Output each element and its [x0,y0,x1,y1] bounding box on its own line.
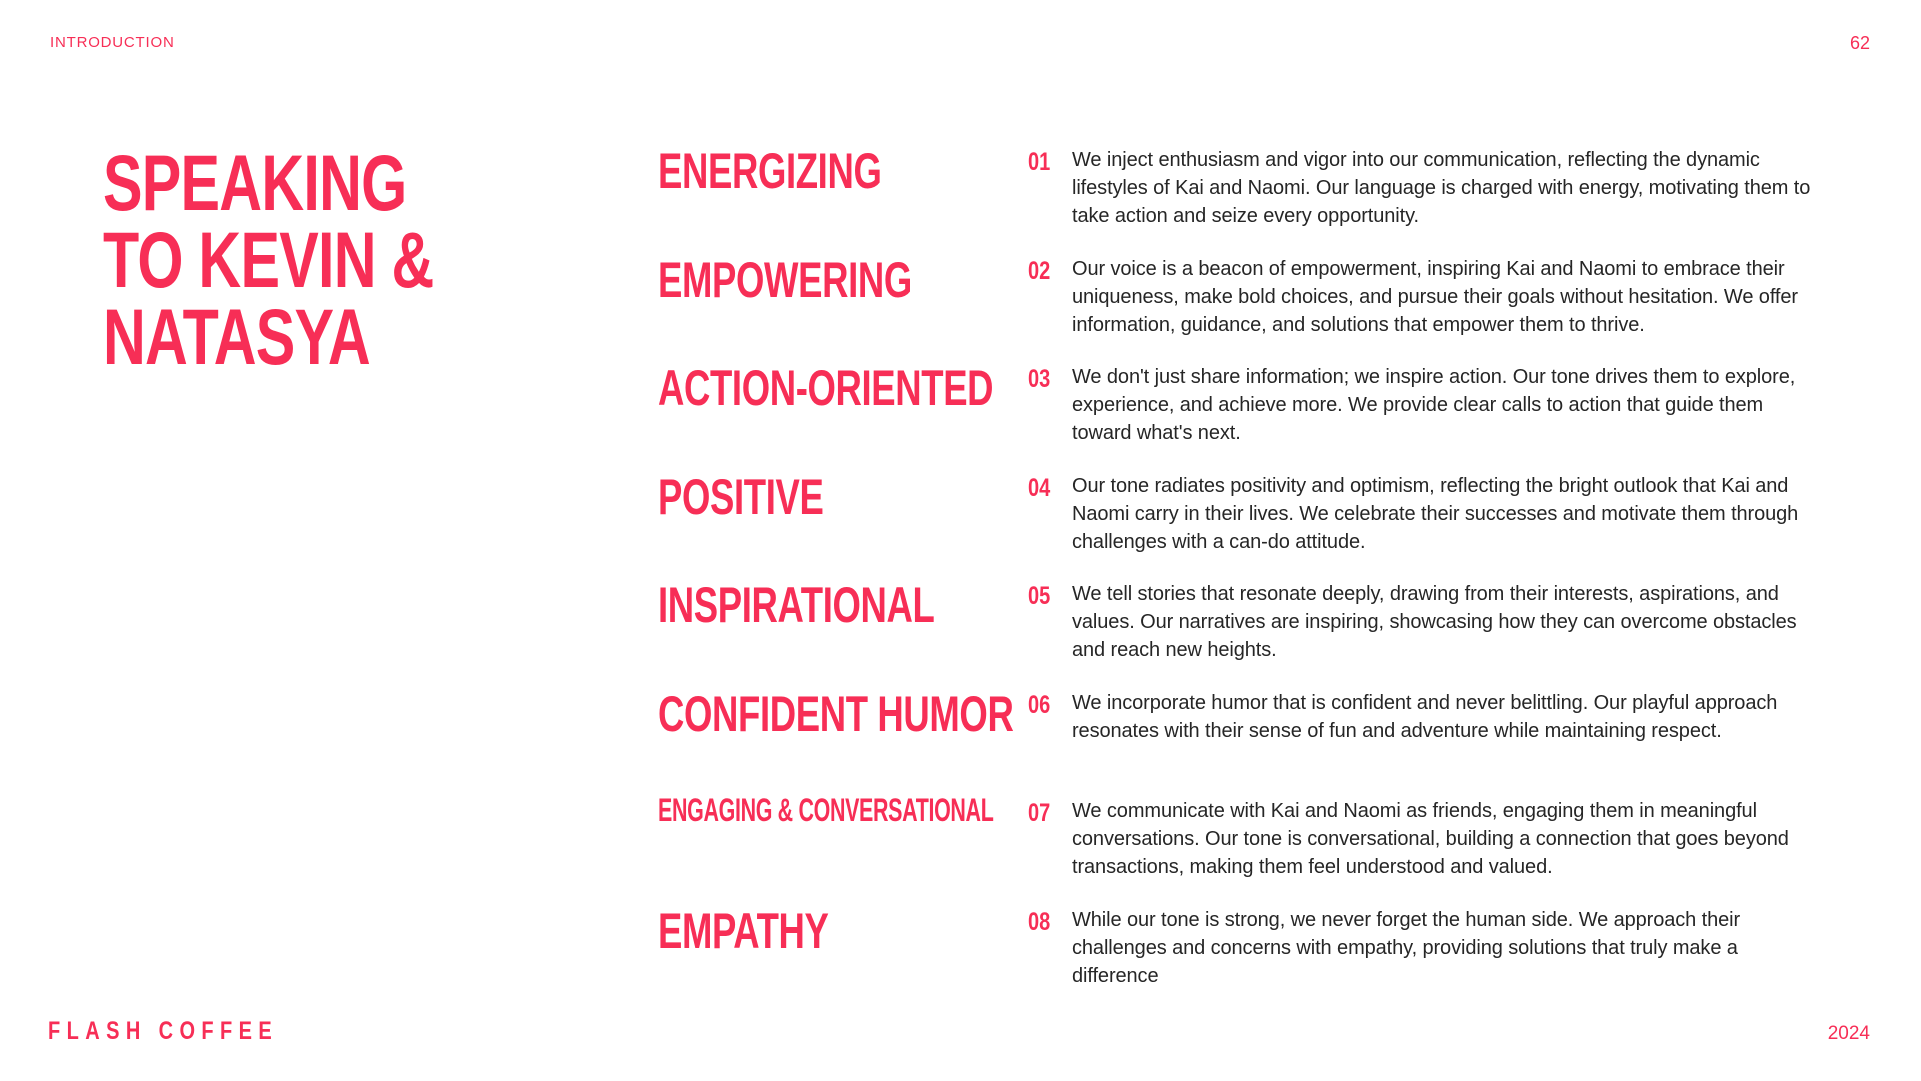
attribute-description: Our tone radiates positivity and optimism, reflecting the bright outlook that Kai and Naomi carry in their lives. We celebrate their successes and motivate them through challenges with a can-do attitude. [1072,474,1799,553]
attribute-description: While our tone is strong, we never forget the human side. We approach their challenges and concerns with empathy, providing solutions that truly make a difference [1072,908,1741,987]
attribute-description: Our voice is a beacon of empowerment, inspiring Kai and Naomi to embrace their uniqueness, make bold choices, and pursue their goals without hesitation. We offer information, guidance, and solutions that empower them to thrive. [1072,257,1798,336]
list-item-empowering [658,251,1868,364]
page-title-line-2: TO KEVIN & [103,215,434,304]
attribute-label: ACTION-ORIENTED [658,360,994,416]
page-title-line-3: NATASYA [103,292,370,381]
attribute-number: 08 [1028,907,1051,936]
list-item-action-oriented [658,360,1868,472]
attribute-number: 02 [1028,256,1051,285]
list-item-energizing [658,143,1868,255]
list-item-engaging-conversational [658,792,1868,906]
attribute-label: INSPIRATIONAL [658,577,935,633]
attribute-description: We don't just share information; we inspire action. Our tone drives them to explore, experience, and achieve more. We provide clear calls to action that guide them toward what's next. [1072,366,1796,444]
attribute-label: EMPATHY [658,902,829,959]
tone-attributes-list [658,143,1868,1014]
brand-logo-text: FLASH COFFEE [48,1017,279,1045]
list-item-positive [658,468,1868,581]
footer-year: 2024 [1827,1023,1870,1044]
attribute-label: EMPOWERING [658,251,912,308]
list-item-confident-humor [658,685,1868,798]
attribute-description: We communicate with Kai and Naomi as friends, engaging them in meaningful conversations. Our tone is conversational, building a connection that goes beyond transactions, making them feel understood and valued. [1072,800,1789,878]
attribute-description: We incorporate humor that is confident and never belittling. Our playful approach resonates with their sense of fun and adventure while maintaining respect. [1072,691,1778,742]
attribute-label: ENGAGING & CONVERSATIONAL [658,792,994,828]
attribute-label: CONFIDENT HUMOR [658,685,1014,742]
attribute-number: 07 [1028,799,1051,827]
attribute-number: 05 [1028,582,1051,610]
attribute-number: 03 [1028,365,1051,393]
section-label: INTRODUCTION [50,34,175,51]
attribute-label: POSITIVE [658,468,824,525]
attribute-number: 04 [1028,473,1051,502]
attribute-description: We tell stories that resonate deeply, drawing from their interests, aspirations, and values. Our narratives are inspiring, showcasing how they can overcome obstacles and reach new heights. [1072,583,1797,661]
list-item-empathy [658,902,1868,1015]
attribute-label: ENERGIZING [658,143,882,199]
page-number: 62 [1849,33,1870,53]
page-title [103,138,434,381]
attribute-description: We inject enthusiasm and vigor into our communication, reflecting the dynamic lifestyles of Kai and Naomi. Our language is charged with energy, motivating them to take action and seize every opportunity. [1072,149,1811,227]
attribute-number: 06 [1028,690,1051,719]
list-item-inspirational [658,577,1868,689]
attribute-number: 01 [1028,148,1051,176]
page-title-line-1: SPEAKING [103,138,407,227]
